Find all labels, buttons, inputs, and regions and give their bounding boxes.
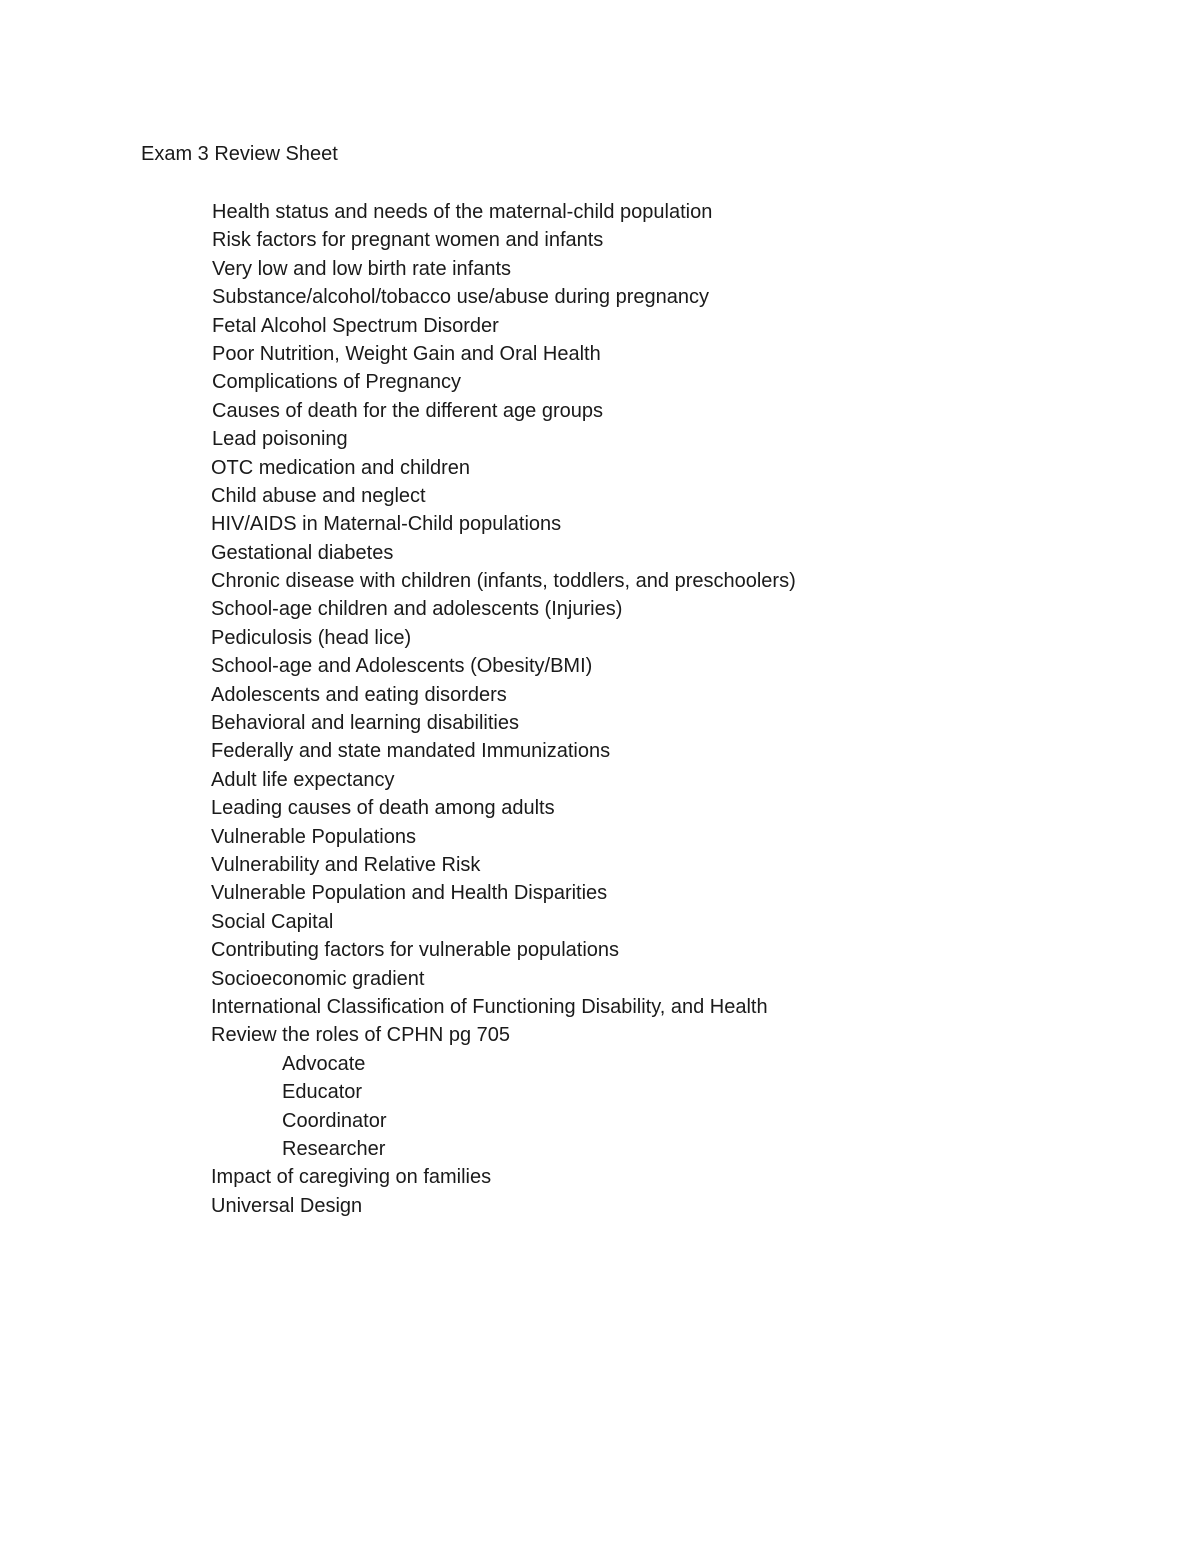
item-text: Causes of death for the different age groups <box>212 399 604 422</box>
item-text: Risk factors for pregnant women and infants <box>212 229 604 252</box>
item-text: Social Capital <box>211 910 334 933</box>
item-text: Substance/alcohol/tobacco use/abuse during pregnancy <box>212 286 710 309</box>
item-text: Health status and needs of the maternal-child population <box>212 201 713 223</box>
sub-item-text: Educator <box>282 1081 363 1104</box>
sub-item-text: Researcher <box>282 1137 386 1160</box>
item-text: Pediculosis (head lice) <box>211 626 412 649</box>
sub-item-text: Coordinator <box>282 1109 387 1132</box>
item-text: Chronic disease with children (infants, toddlers, and preschoolers) <box>211 570 796 593</box>
item-text: Contributing factors for vulnerable populations <box>211 939 620 962</box>
item-text: Child abuse and neglect <box>211 484 426 507</box>
item-text: HIV/AIDS in Maternal-Child populations <box>211 513 562 536</box>
item-text: Review the roles of CPHN pg 705 <box>211 1024 511 1047</box>
item-text: Gestational diabetes <box>211 541 394 564</box>
item-text: International Classification of Functioning Disability, and Health <box>211 995 768 1018</box>
item-text: Federally and state mandated Immunizations <box>211 740 611 763</box>
item-text: Very low and low birth rate infants <box>212 257 512 280</box>
sub-item-text: Advocate <box>282 1052 366 1075</box>
item-text: Adolescents and eating disorders <box>211 683 507 706</box>
item-text: Universal Design <box>211 1194 363 1217</box>
item-text: Vulnerability and Relative Risk <box>211 853 481 876</box>
item-text: Vulnerable Populations <box>211 825 416 848</box>
item-text: Poor Nutrition, Weight Gain and Oral Health <box>212 342 601 365</box>
item-text: School-age and Adolescents (Obesity/BMI) <box>211 655 593 678</box>
item-text: Complications of Pregnancy <box>212 371 462 394</box>
item-text: OTC medication and children <box>211 456 471 479</box>
item-text: Socioeconomic gradient <box>211 967 425 990</box>
item-text: Lead poisoning <box>212 428 348 451</box>
item-text: Impact of caregiving on families <box>211 1166 492 1189</box>
document-title: Exam 3 Review Sheet <box>141 143 338 165</box>
item-text: Behavioral and learning disabilities <box>211 712 519 735</box>
item-text: School-age children and adolescents (Injuries) <box>211 598 623 621</box>
item-text: Fetal Alcohol Spectrum Disorder <box>212 314 499 337</box>
item-text: Vulnerable Population and Health Disparities <box>211 882 608 905</box>
item-text: Leading causes of death among adults <box>211 797 555 820</box>
item-text: Adult life expectancy <box>211 768 395 791</box>
